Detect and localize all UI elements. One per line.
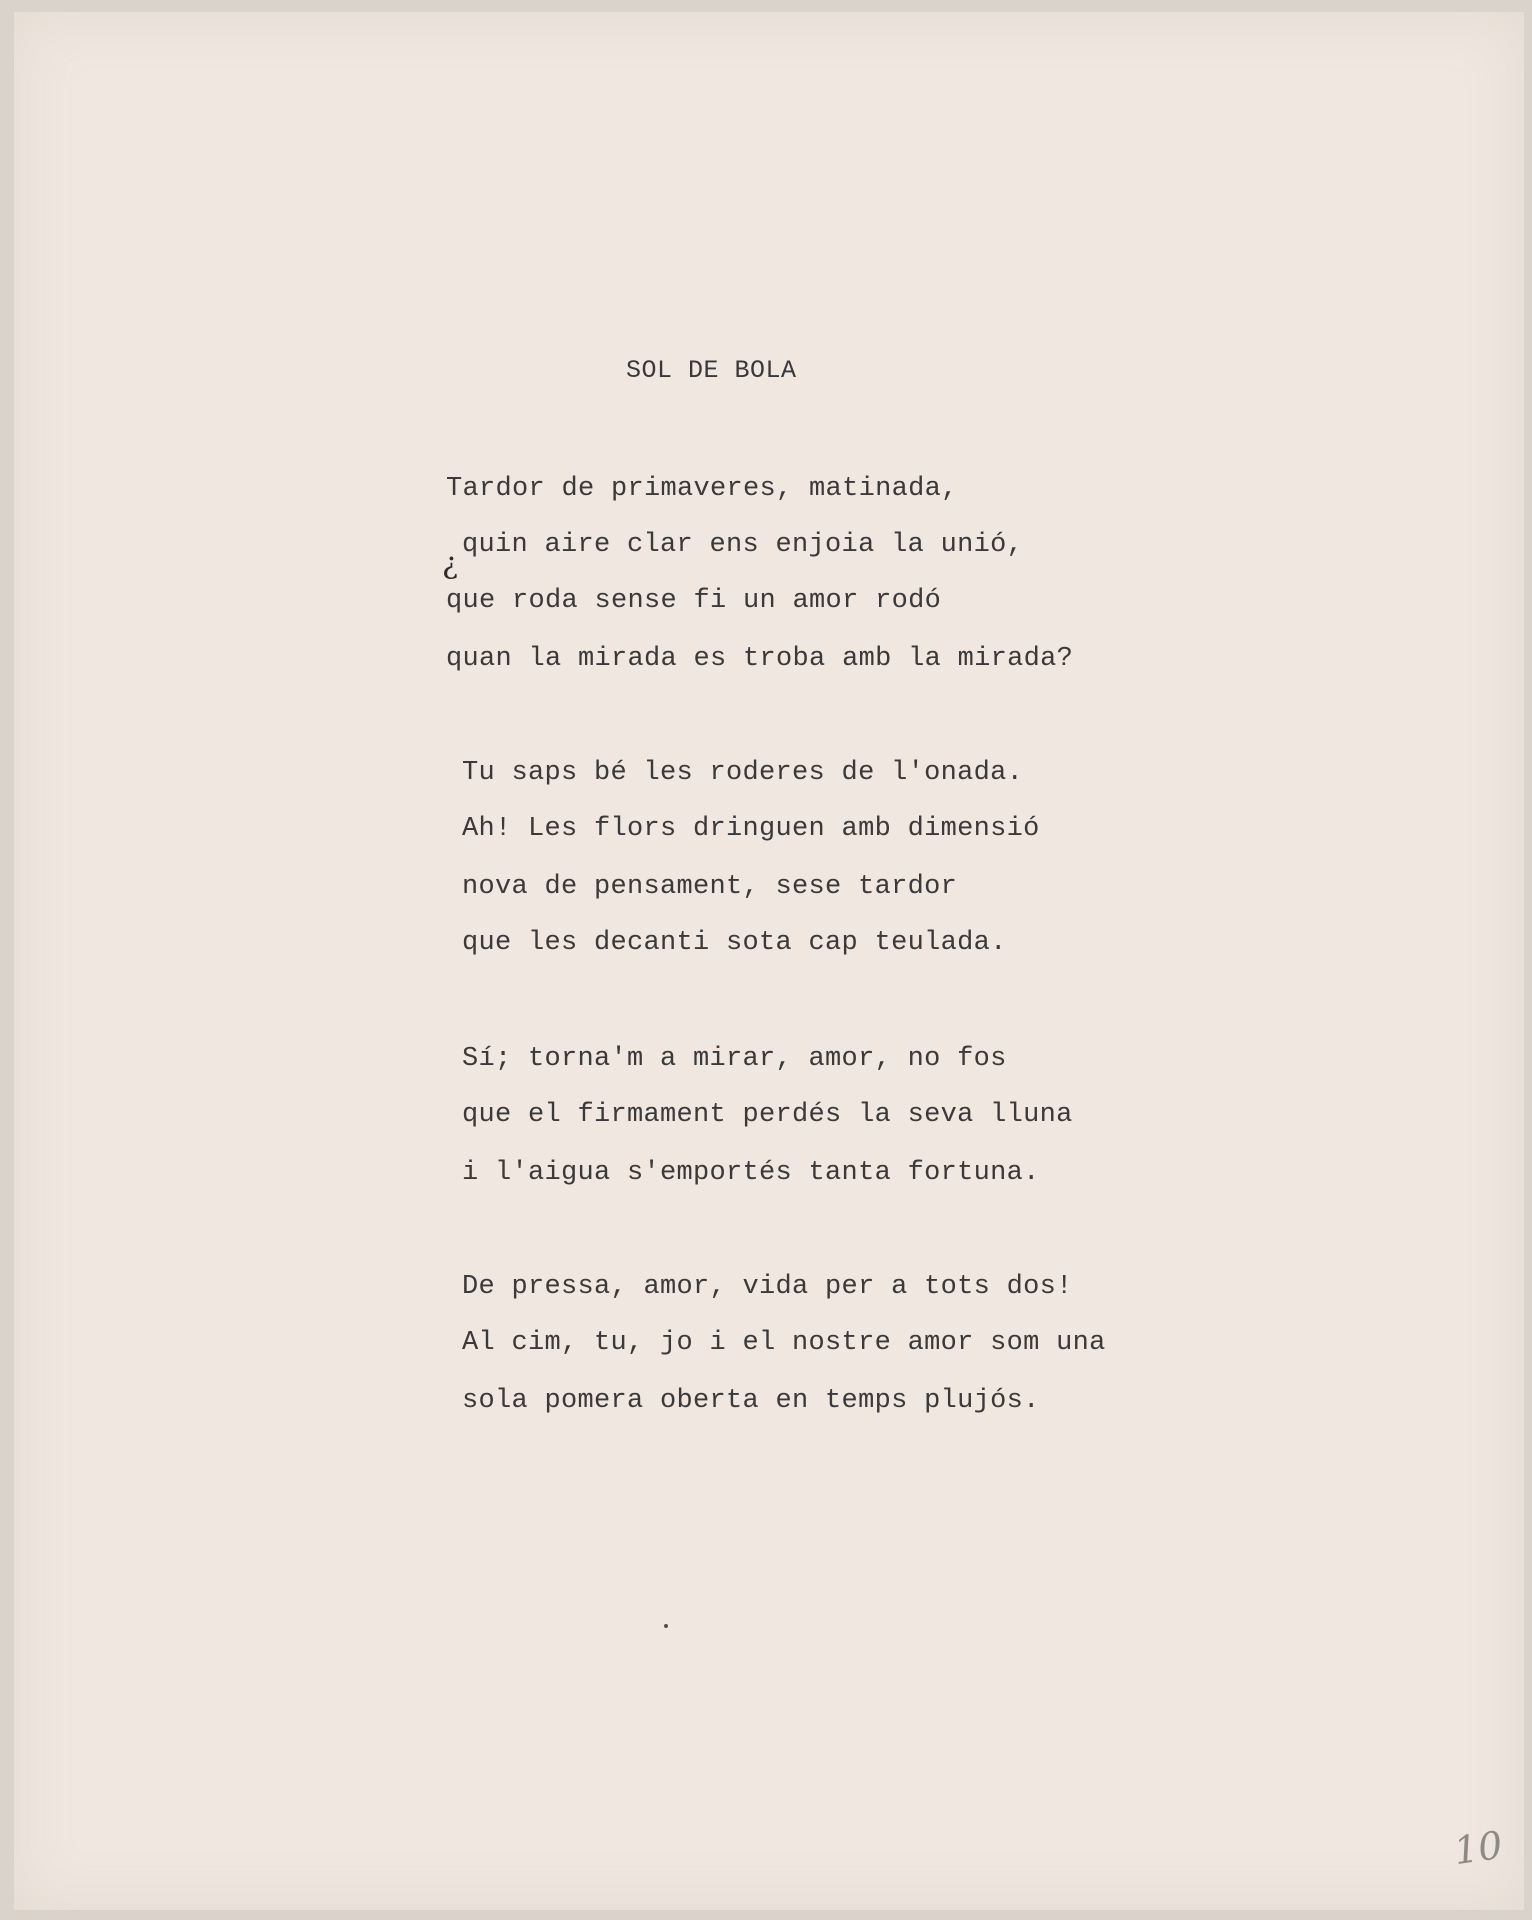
poem-line: Ah! Les flors dringuen amb dimensió: [462, 814, 1040, 844]
typewritten-page: [14, 12, 1524, 1910]
page-number: 10: [1451, 1822, 1506, 1874]
poem-line: De pressa, amor, vida per a tots dos!: [462, 1272, 1073, 1302]
poem-line: Tu saps bé les roderes de l'onada.: [462, 758, 1024, 788]
poem-line: que les decanti sota cap teulada.: [462, 928, 1007, 958]
poem-line: i l'aigua s'emportés tanta fortuna.: [462, 1158, 1040, 1188]
poem-line: sola pomera oberta en temps plujós.: [462, 1386, 1040, 1416]
handwritten-question-mark: ¿: [442, 546, 459, 581]
poem-line: Al cim, tu, jo i el nostre amor som una: [462, 1328, 1106, 1358]
poem-line: Sí; torna'm a mirar, amor, no fos: [462, 1044, 1007, 1074]
poem-line: que el firmament perdés la seva lluna: [462, 1100, 1073, 1130]
poem-line: nova de pensament, sese tardor: [462, 872, 958, 902]
poem-line: quin aire clar ens enjoia la unió,: [462, 530, 1024, 560]
ink-dot: [664, 1624, 668, 1628]
poem-title: SOL DE BOLA: [626, 356, 797, 385]
poem-line: que roda sense fi un amor rodó: [446, 586, 942, 616]
poem-line: quan la mirada es troba amb la mirada?: [446, 644, 1074, 674]
poem-line: Tardor de primaveres, matinada,: [446, 474, 958, 504]
